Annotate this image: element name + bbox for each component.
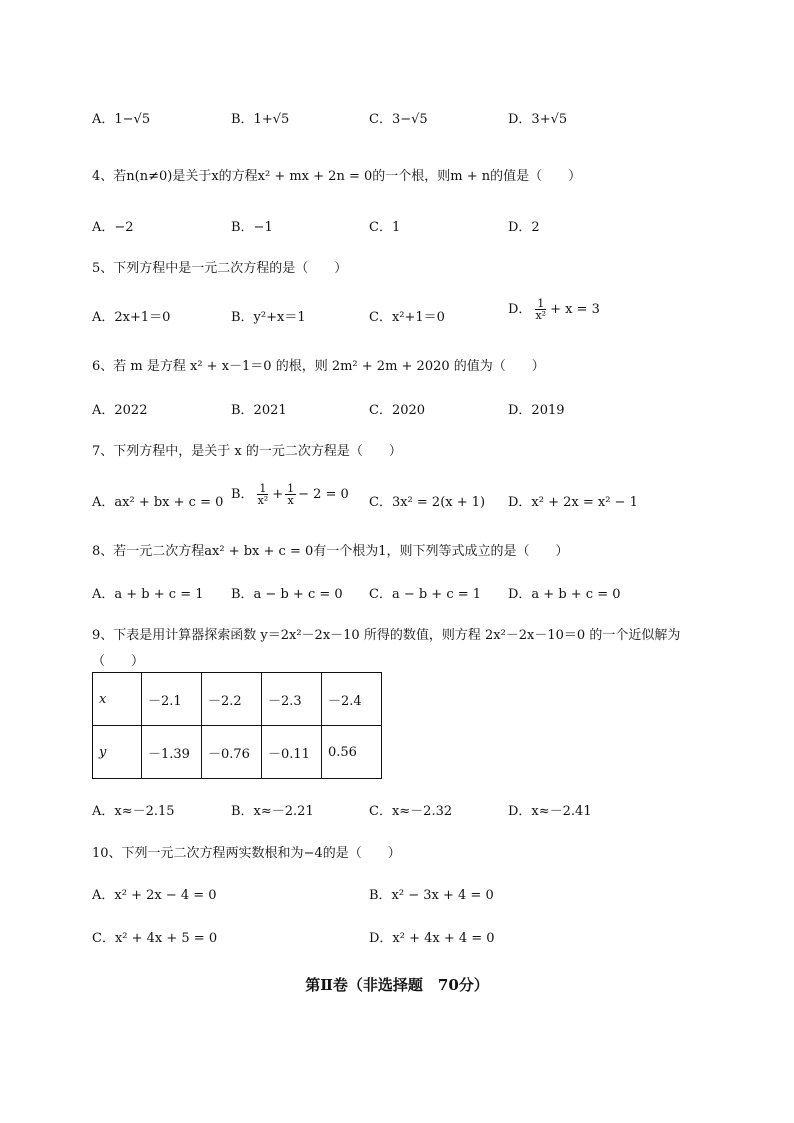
- q5-stem: 5、下列方程中是一元二次方程的是（ ）: [92, 261, 348, 276]
- q7-option-a: A．ax² + bx + c = 0: [92, 495, 224, 510]
- q5-option-d-rest: + x = 3: [550, 302, 600, 317]
- q10-option-b: B．x² − 3x + 4 = 0: [369, 888, 494, 903]
- table-cell: －2.3: [262, 673, 322, 726]
- q9-stem-line2: [0, 650, 794, 672]
- section-title: 第Ⅱ卷（非选择题 70分）: [305, 976, 489, 994]
- table-header-y: y: [93, 726, 142, 779]
- q6-options: [0, 399, 794, 421]
- q6-option-c: C．2020: [369, 403, 426, 418]
- q5-option-a: A．2x+1＝0: [92, 310, 171, 325]
- fraction-denominator: x: [287, 494, 294, 507]
- q9-option-c: C．x≈－2.32: [369, 804, 453, 819]
- q8-stem: 8、若一元二次方程ax² + bx + c = 0有一个根为1，则下列等式成立的是（ ）: [92, 544, 569, 559]
- q9-stem: 9、下表是用计算器探索函数 y＝2x²－2x－10 所得的数值，则方程 2x²－2x－10＝0 的一个近似解为: [92, 628, 681, 643]
- q6-stem: 6、若 m 是方程 x² + x－1＝0 的根，则 2m² + 2m + 2020 的值为（ ）: [92, 359, 545, 374]
- q6-option-a: A．2022: [92, 403, 148, 418]
- table-cell: －2.1: [142, 673, 202, 726]
- table-header-x: x: [93, 673, 142, 726]
- q10-option-c: C．x² + 4x + 5 = 0: [92, 931, 218, 946]
- q3-option-a: A．1−√5: [92, 112, 151, 127]
- q3-option-c: C．3−√5: [369, 112, 428, 127]
- table-row: [93, 673, 382, 726]
- q4-options: [0, 216, 794, 238]
- q5-option-d: [508, 298, 600, 321]
- q5-option-b: B．y²+x＝1: [231, 310, 306, 325]
- q8-option-b: B．a − b + c = 0: [231, 587, 343, 602]
- table-cell: －2.4: [322, 673, 382, 726]
- fraction-denominator: x²: [257, 494, 269, 507]
- table-cell: 0.56: [322, 726, 382, 779]
- table-cell: －2.2: [202, 673, 262, 726]
- q10-option-d: D．x² + 4x + 4 = 0: [369, 931, 495, 946]
- table-cell: －0.11: [262, 726, 322, 779]
- q10-stem: 10、下列一元二次方程两实数根和为−4的是（ ）: [92, 846, 401, 861]
- q5-options: [0, 297, 794, 328]
- plus-sign: +: [272, 487, 284, 502]
- fraction-numerator: 1: [259, 482, 267, 495]
- fraction: [533, 298, 548, 321]
- q8-option-d: D．a + b + c = 0: [508, 587, 621, 602]
- table-row: [93, 726, 382, 779]
- q9-value-table: [92, 672, 382, 779]
- q4-option-d: D．2: [508, 220, 540, 235]
- q10-option-a: A．x² + 2x − 4 = 0: [92, 888, 217, 903]
- q4-option-c: C．1: [369, 220, 401, 235]
- q8-option-a: A．a + b + c = 1: [92, 587, 204, 602]
- q4: [0, 165, 794, 187]
- q3-options: [0, 108, 794, 130]
- q9-options: [0, 800, 794, 822]
- q4-option-a: A．−2: [92, 220, 134, 235]
- fraction: [256, 483, 271, 506]
- q5-option-d-prefix: D．: [508, 302, 532, 317]
- q7-option-d: D．x² + 2x = x² − 1: [508, 495, 638, 510]
- fraction-denominator: x²: [535, 309, 547, 322]
- q9-option-b: B．x≈－2.21: [231, 804, 314, 819]
- q10: [0, 842, 794, 864]
- q7-option-c: C．3x² = 2(x + 1): [369, 495, 486, 510]
- q8-option-c: C．a − b + c = 1: [369, 587, 482, 602]
- q3-option-b: B．1+√5: [231, 112, 290, 127]
- q5: [0, 257, 794, 279]
- q9: [0, 624, 794, 646]
- q10-options-row2: [0, 927, 794, 949]
- q4-option-b: B．−1: [231, 220, 273, 235]
- q6-option-b: B．2021: [231, 403, 287, 418]
- q9-option-a: A．x≈－2.15: [92, 804, 175, 819]
- table-cell: －1.39: [142, 726, 202, 779]
- q7: [0, 440, 794, 462]
- q8-options: [0, 583, 794, 605]
- q4-stem: 4、若n(n≠0)是关于x的方程x² + mx + 2n = 0的一个根，则m + n的值是（ ）: [92, 169, 582, 184]
- q6: [0, 355, 794, 377]
- q7-option-b-rest: − 2 = 0: [298, 487, 349, 502]
- q3-option-d: D．3+√5: [508, 112, 568, 127]
- q5-option-c: C．x²+1＝0: [369, 310, 445, 325]
- fraction-numerator: 1: [537, 297, 545, 310]
- q7-stem: 7、下列方程中，是关于 x 的一元二次方程是（ ）: [92, 444, 402, 459]
- q7-option-b-prefix: B．: [231, 487, 254, 502]
- q10-options-row1: [0, 884, 794, 906]
- q9-option-d: D．x≈－2.41: [508, 804, 592, 819]
- fraction-numerator: 1: [287, 482, 295, 495]
- q9-stem-paren: （ ）: [92, 654, 145, 669]
- q7-option-b: [231, 483, 349, 506]
- fraction: [285, 483, 296, 506]
- q6-option-d: D．2019: [508, 403, 565, 418]
- q8: [0, 540, 794, 562]
- q7-options: [0, 482, 794, 513]
- table-cell: －0.76: [202, 726, 262, 779]
